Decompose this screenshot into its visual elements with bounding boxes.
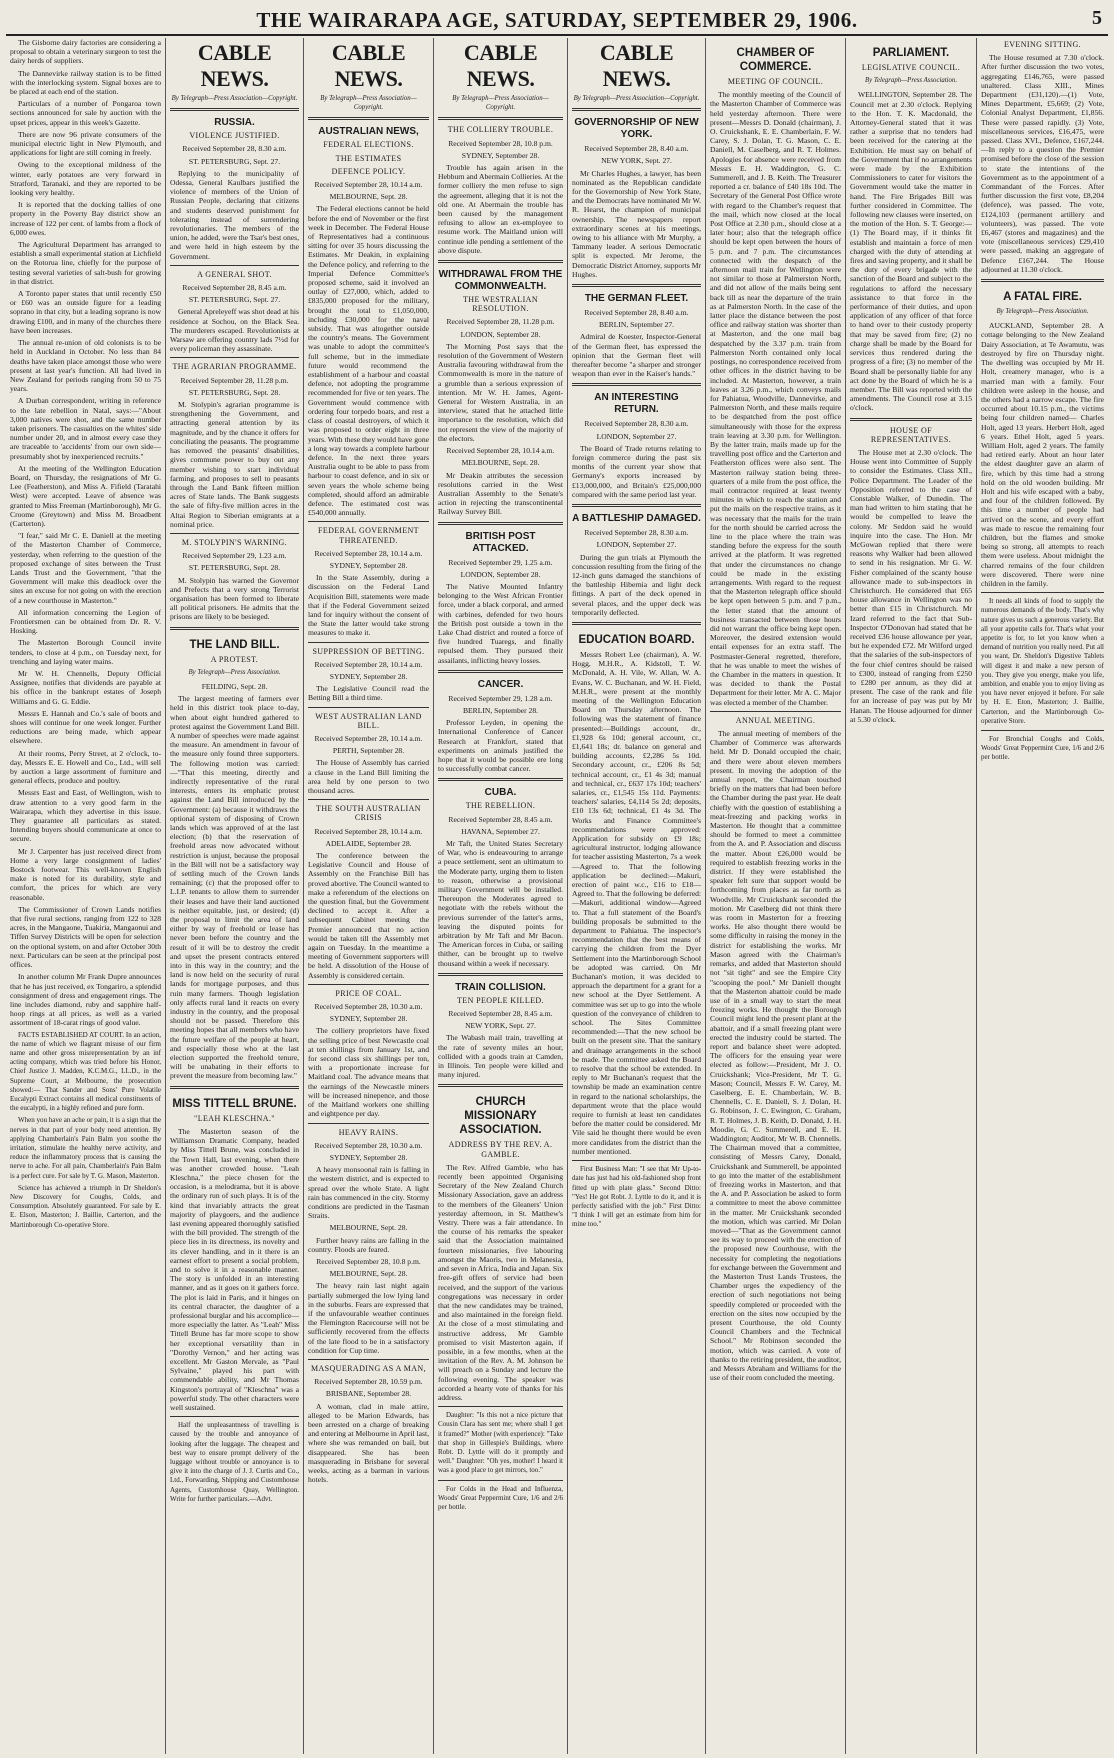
received-line: Received September 28, 10.8 p.m. bbox=[448, 138, 553, 148]
article-text: WELLINGTON, September 28. The Council met at 2.30 o'clock. Replying to the Hon. T. K. Macdonald, the Attorney-General stated that it was rather a surprise that no tenders had been received for the catering at the Exhibition. He must say on behalf of the Government that if no arrangements were made by the Exhibition Commissioners to cater for visitors the Government would take the matter in hand. The Fire Brigades Bill was further considered in Committee. The following new clauses were inserted, on the motion of the Hon. S. T. George:—(1) The Board may, if it thinks fit establish and maintain a force of men charged with the duty of attending at fires and saving property, and it shall be the duty of every brigade with the sanction of the Board and subject to the regulations to afford the necessary assistance to that force in the performance of their duties, and upon application of any officer of that force to hand over to their custody property that may be saved from fire; (2) no charge shall be made by the Board for services thus rendered during the progress of a fire; (3) no member of the Board shall be personally liable for any act done by the Board of which he is a member. The Bill was reported with the amendments. The Council rose at 3.15 o'clock. bbox=[850, 90, 972, 413]
divider bbox=[308, 707, 429, 708]
received-line: Received September 28, 10.8 p.m. bbox=[316, 1256, 421, 1266]
divider bbox=[572, 284, 701, 287]
article-text: The Native Mounted Infantry belonging to the West African Frontier force, under a black corporal, and armed with carbines, defended for two hours the British post outside a town in the Lake Chad district and routed a force of five hundred Tuaregs, and finally repulsed them. They pursued their assailants, inflicting heavy losses. bbox=[438, 581, 563, 665]
section-heading: CANCER. bbox=[477, 678, 524, 690]
paragraph: Messrs East and East, of Wellington, wish to draw attention to a very good farm in the Wairarapa, which they advertise in this issue. They guarantee all particulars as stated. Intending buyers should communicate at once to secure. bbox=[10, 788, 161, 844]
advertisement: For Bronchial Coughs and Colds, Woods' Great Peppermint Cure, 1/6 and 2/6 per bottle. bbox=[981, 735, 1104, 762]
dateline: SYDNEY, September 28. bbox=[329, 1152, 408, 1162]
divider bbox=[981, 730, 1104, 731]
article-text: The Masterton season of the Williamson Dramatic Company, headed by Miss Tittell Brune, was concluded in the Town Hall, last evening, when there was another crowded house. "Leah Kleschna," the piece chosen for the occasion, is a melodrama, but it is above the ordinary run of such plays. It is of the kind that invariably attracts the great majority of playgoers, and the audience last evening appeared thoroughly satisfied with the bill provided. The strength of the piece lies in its directness, its novelty and its clever handling, and in it there is an earnest effort to present a social problem, and to solve it in a reasonable manner. The story is unfolded in an interesting manner, and as it goes on it gathers force. The plot is laid in Paris, and it hinges on its central character, the daughter of a professional burglar and his accomplice—more especially the latter. As "Leah" Miss Tittell Brune has far more scope to show her exceptional versatility than in "Dorothy Vernon," and her acting was excellent. Mr Gaston Mervale, as "Paul Sylvaine," played his part with commendable ability, and Mr Thomas Kingston's portrayal of "Kleschna" was a powerful study. The other characters were well sustained. bbox=[170, 1126, 299, 1412]
masthead bbox=[6, 2, 1108, 36]
dateline: NEW YORK, Sept. 27. bbox=[465, 1021, 536, 1031]
sub-heading: ANNUAL MEETING. bbox=[735, 715, 816, 725]
article-text: Mr Taft, the United States Secretary of War, who is endeavouring to arrange a peace settlement, sent an ultimatum to the Moderate party, urging them to listen to reason, otherwise a provisional military Government will be installed. Thereupon the Moderates agreed to negotiate with the rebels without the previous surrender of the latter's arms, leaving the disputed points for arbitration by Mr Taft and Mr Bacon. The American forces in Cuba, or sailing thither, can be brought up to twelve thousand within a week if necessary. bbox=[438, 838, 563, 968]
dateline: BERLIN, September 28. bbox=[462, 705, 539, 715]
divider bbox=[308, 984, 429, 985]
article-text: During the gun trials at Plymouth the concussion resulting from the firing of the 12-inch guns damaged the stanchions of the battleship Hibernia and light deck fittings. A part of the deck opened in several places, and the upper deck was temporarily deflected. bbox=[572, 552, 701, 617]
dateline: MELBOURNE, Sept. 28. bbox=[329, 1223, 408, 1233]
paragraph: The Agricultural Department has arranged to establish a small experimental station at Lichfield on the Rotorua line, chiefly for the purpose of testing several varieties of salt-bush for growing in that district. bbox=[10, 240, 161, 286]
article-text: The conference between the Legislative Council and House of Assembly on the Franchise Bill has proved abortive. The Council wanted to make a referendum of the elections on the question final, but the Government declined to accept it. After a subsequent Cabinet meeting the Premier announced that no action would be taken till the Assembly met again on Tuesday. In the meantime a meeting of Government supporters will be held. A dissolution of the House of Assembly is considered certain. bbox=[308, 851, 429, 980]
divider bbox=[438, 1480, 563, 1481]
divider bbox=[308, 799, 429, 800]
paragraph: In another column Mr Frank Dupre announces that he has just received, ex Tongariro, a splendid consignment of dress and engagement rings. The line includes diamond, ruby and sapphire half-hoop rings at all prices, as well as a varied assortment of 18-carat rings of good value. bbox=[10, 972, 161, 1028]
paragraph: The Gisborne dairy factories are considering a proposal to obtain a veterinary surgeon to test the dairy herds of suppliers. bbox=[10, 38, 161, 66]
sub-heading: THE WESTRALIAN RESOLUTION. bbox=[463, 295, 538, 314]
article-text: The House resumed at 7.30 o'clock. After further discussion the two votes, aggregating £146,765, were passed unaltered. Class XIII., Mines Department (£31,120).—(1) Vote, Mines Department, £5,669; (2) Vote, Colonial Analyst Department, £1,856. These were passed rapidly. (3) Vote, miscellaneous services, £16,475, were passed. Class XVI., Defence, £167,244.—In reply to a question the Premier promised before the close of the session to state the intentions of the Government as to the appointment of a Commandant of the Forces. After further discussion the first vote, £8,204 (defence), was passed. The vote, £124,103 (permanent artillery and volunteers), was passed. The vote £6,467 (stores and magazines) and the vote (miscellaneous services) £29,410 were passed, making an aggregate of Defence £167,244. The House adjourned at 11.30 o'clock. bbox=[981, 53, 1104, 274]
sub-heading: SUPPRESSION OF BETTING. bbox=[312, 646, 425, 656]
article-text: M. Stolypin has warned the Governor and Prefects that a very strong Terrorist organisation has been formed to liberate all political prisoners. He admits that the prisons are likely to be besieged. bbox=[170, 575, 299, 622]
byline: By Telegraph—Press Association—Copyright. bbox=[452, 95, 549, 112]
sub-heading: THE REBELLION. bbox=[465, 801, 536, 811]
divider bbox=[438, 522, 563, 525]
article-text: Mr Charles Hughes, a lawyer, has been nominated as the Republican candidate for the Governorship of New York State, and the Democrats have nominated Mr W. R. Hearst, the champion of municipal ownership. The newspapers report extraordinary scenes at his meetings, owing to his alliance with Mr Murphy, a Tammany leader. A serious Democratic split is expected. Mr Jerome, the Democratic District Attorney, supports Mr Hughes. bbox=[572, 168, 701, 279]
divider bbox=[308, 642, 429, 643]
received-line: Received September 29, 1.25 a.m. bbox=[448, 557, 553, 567]
divider bbox=[170, 108, 299, 111]
dateline: ADELAIDE, September 28. bbox=[325, 838, 412, 848]
byline: By Telegraph—Press Association—Copyright. bbox=[573, 95, 700, 102]
article-text: The largest meeting of farmers ever held in this district took place to-day, when about eight hundred gathered to protest against the Government Land Bill. A number of speeches were made against the measure. An amendment in favour of the measure only found three supporters. The following motion was carried:—"That this meeting, directly and indirectly representative of the rural interests, enters its emphatic protest against the Land Bill introduced by the Government: (a) because it withdraws the optional system of disposing of Crown lands which was approved of at the last election; (b) that the reservation of freehold areas now advocated without restriction is unjust, because the proposal in the Bill will not be a satisfactory way of settling much of the Crown lands remaining; (c) that the proposed offer to L.I.P. tenants to allow them to surrender their leases and have their land auctioned is neither equitable, just, or desired; (d) the proposal to limit the area of land either by way of freehold or lease has never been before the country and the result of it will be to destroy the credit and upset the present contracts entered into in this way in the country; and the land is now held on the security of rural lands for mortgage purposes, and thus ruin many farmers. Though legislation only affects rural land it reacts on every industry in the country, and the proposal should not be passed. Therefore this meeting hopes that all members who have the future welfare of the people at heart, and especially those who at the last election supported the freehold tenure, will be unabating in their efforts to prevent the measure from becoming law." bbox=[170, 694, 299, 1081]
article-text: The Morning Post says that the resolution of the Government of Western Australia favouring withdrawal from the Commonwealth is more in the nature of a grumble than a serious expression of intention. Mr W. H. James, Agent-General for Western Australia, in an interview, stated that he attached little importance to the resolution, which did not represent the view of the majority of the electors. bbox=[438, 341, 563, 443]
divider bbox=[170, 357, 299, 358]
page-number: 5 bbox=[1092, 7, 1102, 29]
received-line: Received September 28, 8.45 a.m. bbox=[448, 1009, 553, 1019]
dateline: ST. PETERSBURG, Sept. 27. bbox=[188, 156, 281, 166]
paragraph: A Toronto paper states that until recently £50 or £60 was an outside figure for a leading soprano in that city, but a leading soprano is now drawing £100, and in many of the churches there have been increases. bbox=[10, 289, 161, 335]
paragraph: All information concerning the Legion of Frontiersmen can be obtained from Dr. R. V. Hosking. bbox=[10, 607, 161, 636]
byline: By Telegraph—Press Association. bbox=[864, 77, 958, 85]
divider bbox=[170, 627, 299, 630]
article-text: Mr Deakin attributes the secession resolutions carried in the West Australian Assembly to the Senate's action in rejecting the transcontinental Railway Survey Bill. bbox=[438, 470, 563, 517]
article-text: The House of Assembly has carried a clause in the Land Bill limiting the area held by one person to two thousand acres. bbox=[308, 758, 429, 795]
section-heading: CHAMBER OF COMMERCE. bbox=[736, 47, 815, 73]
sub-heading: M. STOLYPIN'S WARNING. bbox=[181, 537, 288, 547]
article-text: The Rev. Alfred Gamble, who has recently been appointed Organising Secretary of the New Zealand Church Missionary Association, gave an address to the members of the Gleaners' Union yesterday afternoon, in St. Matthew's Vestry. There was a fair attendance. In the course of his remarks the speaker said that the Association maintained fourteen missionaries, five labouring amongst the Maoris, two in Melanesia, and seven in Africa, India and Japan. Six free-gift offers of service had been received, and the support of the various congregations was necessary in order that the new candidates may be trained, and also maintained in the foreign field. At the close of a most stimulating and instructive address, Mr Gamble promised to visit Masterton again, if possible, in a few months, when at the invitation of the Rev. A. M. Johnson he will preach on a Sunday and lecture the following evening. The speaker was accorded a hearty vote of thanks for his address. bbox=[438, 1162, 563, 1402]
divider bbox=[572, 108, 701, 111]
column-parliament-wrapper bbox=[846, 38, 1108, 1754]
article-text: The heavy rain last night again partially submerged the low lying land in the suburbs. Fears are expressed that if the unfavourable weather continues the Flemington Racecourse will not be sufficiently recovered from the effects of the late flood to be in a satisfactory condition for Cup time. bbox=[308, 1281, 429, 1355]
paragraph: Science has achieved a triumph in Dr Sheldon's New Discovery for Coughs, Colds, and Consumption. Absolutely guaranteed. For sale by E. E. Elson, Masterton; J. Baillie, Carterton, and the Martinborough Co-operative Store. bbox=[10, 1183, 161, 1229]
received-line: Received September 28, 10.14 a.m. bbox=[314, 180, 423, 190]
received-line: Received September 28, 8.30 a.m. bbox=[584, 528, 689, 538]
received-line: Received September 28, 8.30 a.m. bbox=[182, 144, 287, 154]
divider bbox=[170, 1416, 299, 1417]
dateline: LONDON, September 28. bbox=[460, 569, 541, 579]
sub-heading: WEST AUSTRALIAN LAND BILL. bbox=[315, 711, 422, 730]
section-heading: BRITISH POST ATTACKED. bbox=[465, 530, 536, 554]
received-line: Received September 28, 8.30 a.m. bbox=[584, 419, 689, 429]
dateline: ST. PETERSBURG, Sept. 27. bbox=[188, 295, 281, 305]
divider bbox=[572, 622, 701, 625]
paragraph: There are now 96 private consumers of the municipal electric light in New Plymouth, and applications for light are still coming in freely. bbox=[10, 129, 161, 158]
sub-heading: MASQUERADING AS A MAN, bbox=[310, 1363, 427, 1373]
dateline: NEW YORK, Sept. 27. bbox=[601, 156, 672, 166]
sub-heading: A GENERAL SHOT. bbox=[197, 269, 272, 279]
sub-heading: ADDRESS BY THE REV. A. GAMBLE. bbox=[448, 1140, 553, 1159]
dateline: MELBOURNE, Sept. 28. bbox=[461, 458, 540, 468]
advertisement: First Business Man: "I see that Mr Up-to-date has just had his old-fashioned shop front fitted up with plate glass." Second Ditto: "Yes! He got Robt. J. Lyttle to do it, and it is perfectly satisfied with the job." First Ditto: "I think I will get an estimate from him for mine too." bbox=[572, 1165, 701, 1229]
paragraph: Owing to the exceptional mildness of the winter, early potatoes are very forward in Stratford, Taranaki, and they are reported to be looking very healthy. bbox=[10, 160, 161, 198]
byline: By Telegraph—Press Association. bbox=[996, 308, 1089, 316]
sub-heading: THE ESTIMATES bbox=[335, 153, 402, 163]
cable-news-heading: CABLE NEWS. bbox=[599, 40, 674, 91]
section-heading: THE LAND BILL. bbox=[189, 638, 280, 651]
sub-heading: EVENING SITTING. bbox=[1003, 40, 1082, 49]
paragraph: Messrs E. Hannah and Co.'s sale of boots and shoes will continue for one week longer. Further reductions are being made, which appear elsewhere. bbox=[10, 708, 161, 746]
columns bbox=[6, 38, 1108, 1754]
divider bbox=[572, 383, 701, 386]
article-text: Professor Leyden, in opening the International Conference of Cancer Research at Frankfort, stated that experiments on animals justified the hope that it would be possible ere long to successfully combat cancer. bbox=[438, 718, 563, 774]
received-line: Received September 28, 8.40 a.m. bbox=[584, 144, 689, 154]
advertisement: It needs all kinds of food to supply the numerous demands of the body. That's why nature gives us such a generous variety. But all your appetite calls for. That's what your appetite is for, to let you know when a demand of nutrition you really need. Put all you want, Dr. Sheldon's Digestive Tablets will digest it and make a new person of you. They give you energy, make you life, ambition, and enable you to enjoy living as you have never enjoyed it before. For sale by H. E. Eton, Masterton; J. Baillie, Carterton, and the Martinborough Co-operative Store. bbox=[981, 597, 1104, 725]
divider bbox=[308, 1359, 429, 1360]
paragraph: "I fear," said Mr C. E. Daniell at the meeting of the Masterton Chamber of Commerce, yesterday, when referring to the question of the proposed exchange of sites between the Trust Lands Trust and the Government, "that the Government will make this deadlock over the sites an excuse for not going on with the erection of a new courthouse in Masterton." bbox=[10, 531, 161, 605]
divider bbox=[308, 521, 429, 522]
article-text: The monthly meeting of the Council of the Masterton Chamber of Commerce was held yesterday afternoon. There were present—Messrs D. Donald (chairman), J. O. Cruickshank, E. E. Chamberlain, F. W. Carey, S. J. Dolan, T. G. Mason, C. E. Daniell, M. Caselberg, and R. T. Holmes. Apologies for absence were received from Messrs E. H. Waddington, G. C. Summerell, and J. B. Keith. The Treasurer reported a cr. balance of £40 18s 10d. The Secretary of the General Post Office wrote with regard to the Chamber's request that the mail, which now closed at the local Post Office at 2.30 p.m., should close at a later hour; also that the telegraph office should be kept open between the hours of 5 p.m. and 7 p.m. The circumstances connected with the despatch of the afternoon mail train for Wellington were not similar to those at Palmerston North, and did not allow of the mails being sent back till as near the departure of the train as at Palmerston North. In the case of the latter place the distance between the post office and railway station was shorter than at Masterton, and the one mail bag despatched by the 3.37 p.m. train from Palmerston North contained only local postings, no correspondence received from other offices in the district having to be included. At Masterton, however, a train leaves at 3.26 p.m., which conveys mails for Pahiatua, Woodville, Dannevirke, and Palmerston North, and these mails require to be despatched from the post office simultaneously with those for the express train leaving at 3.30 p.m. for Wellington. By the latter train, mails made up for the travelling post office and the Carterton and Featherston offices were also sent. The Masterton railway station being three-quarters of a mile from the post office, the mail contractor required at least twenty minutes in which to reach the station and put the mails on the respective trains, as it was necessary that the mails for the train for the north should be carried across the line to the place where the train was standing before the express for the south arrived at the platform. It was regretted that under the circumstances no change could be made in the existing arrangements. With regard to the request that the Masterton telegraph office should be kept open between 5 p.m. and 7 p.m., the letter stated that the amount of business transacted between those hours did not warrant the office being kept open. Moreover, the desired extension would entail expenses for an extra staff. The Postmaster-General regretted, therefore, that he was unable to meet the wishes of the Chamber in the matters in question. It was decided to thank the Postal Department for their letter. Mr A. C. Major was elected a member of the Chamber. bbox=[710, 90, 841, 707]
section-heading: WITHDRAWAL FROM THE COMMONWEALTH. bbox=[438, 269, 563, 293]
dateline: SYDNEY, September 28. bbox=[329, 1014, 408, 1024]
paragraph: A Durban correspondent, writing in reference to the late rebellion in Natal, says:—"About 3,000 natives were shot, and the same number taken prisoners. The casualties on the whites' side number under 20, and in almost every case they are traceable to 'accidents' from our own side—presumably shot by inexperienced recruits." bbox=[10, 396, 161, 461]
divider bbox=[170, 265, 299, 266]
section-heading: PARLIAMENT. bbox=[872, 47, 950, 59]
article-text: General Apreleyeff was shot dead at his residence at Sochou, on the Black Sea. The murderers escaped. Revolutionists at Warsaw are offering country lads 7½d for every policeman they assassinate. bbox=[170, 307, 299, 354]
section-heading: AN INTERESTING RETURN. bbox=[594, 392, 679, 416]
article-text: The Wabash mail train, travelling at the rate of seventy miles an hour, collided with a goods train at Camden, in Illinois. Ten people were killed and many injured. bbox=[438, 1033, 563, 1080]
article-text: Messrs Robert Lee (chairman), A. W. Hogg, M.H.R., A. Kidstoll, T. W. McDonald, A. H. Vile, W. Allan, W. A. Evans, W. C. Buchanan, and W. H. Field, M.H.R., were present at the monthly meeting of the Wellington Education Board on Thursday afternoon. The following was the statement of finance presented:—Buildings account, dr., £1,928 6s 10d; general account, cr., £1,641 18s; dr. balance on general and building accounts, £2,286 5s 10d. Secondary account, cr., £206 8s 5d; technical account, cr., £1 4s 3d; manual and technical, cr., £637 17s 10d; teachers' salaries, cr., £1,545 15s 11d. Payments: teachers' salaries, £4,114 5s 2d; deposits, £10 13s 6d; technical, £1 4s 3d. The Works and Finance Committee's recommendations were approved: Application for subsidy on £9 18s; agricultural instructor, lodging allowance for teacher assisting Masterton, 7s a week—Agreed to. That the following application be declined:—Makuri, erection of paint w.c., £16 to £18—Agreed to. That the following be deferred:—Makuri, additional window—Agreed to. That a full statement of the Board's building proposals be submitted to the department to Pahiatua. The inspector's recommendation that the best means of carrying the children from the Dyer Settlement into the Martinborough School be adopted was carried. On Mr Buchanan's motion, it was decided to approach the department for a grant for a new school at the Dyer Settlement. A committee was set up to go into the whole question of the conveyance of children to school. The Sites Committee recommended:—That the new school be built on the present site. That the sanitary and drainage arrangements in the school be made. The committee asked the Board to resolve that the school be extended. In reply to Mr Buchanan's request that the township be made an examination centre in regard to the national scholarships, the department wrote that the place would require to furnish at least ten candidates before the matter could be considered. Mr Vile said he thought there would be even more candidates from the district than the number mentioned. bbox=[572, 649, 701, 1156]
article-text: A heavy monsoonal rain is falling in the western district, and is expected to spread over the whole State. A light rain has commenced in the city. Stormy conditions are predicted in the Tasman Straits. bbox=[308, 1165, 429, 1221]
dateline: ST. PETERSBURG, Sept. 28. bbox=[188, 387, 281, 397]
sub-heading: A PROTEST. bbox=[210, 654, 259, 664]
received-line: Received September 28, 10.14 a.m. bbox=[314, 826, 423, 836]
article-text: Further heavy rains are falling in the country. Floods are feared. bbox=[308, 1235, 429, 1254]
divider bbox=[850, 418, 972, 421]
advertisement: Half the unpleasantness of travelling is caused by the trouble and annoyance of looking after the luggage. The cheapest and best way to ensure prompt delivery of the luggage without trouble or annoyance is to give it into the charge of J. J. Curtis and Co., Ltd., Forwarding, Shipping and Customhouse Agents, Customhouse Quay, Wellington. Write for further particulars.—Advt. bbox=[170, 1421, 299, 1503]
sub-heading: FEDERAL ELECTIONS. bbox=[323, 140, 414, 150]
dateline: SYDNEY, September 28. bbox=[329, 671, 408, 681]
divider bbox=[710, 711, 841, 712]
received-line: Received September 28, 10.30 a.m. bbox=[314, 1140, 423, 1150]
sub-heading: THE AGRARIAN PROGRAMME. bbox=[172, 362, 297, 372]
received-line: Received September 29, 1.28 a.m. bbox=[448, 693, 553, 703]
divider bbox=[572, 1160, 701, 1161]
divider bbox=[308, 117, 429, 120]
divider bbox=[438, 1084, 563, 1087]
divider bbox=[438, 260, 563, 263]
dateline: SYDNEY, September 28. bbox=[329, 560, 408, 570]
paragraph: The Commissioner of Crown Lands notifies that five rural sections, ranging from 122 to 328 acres, in the Mangaone, Tuakiria, Mangaonui and Tiffen Survey Districts will be open for selection on the optional system, on and after October 30th next. Particulars can be seen at the principal post offices. bbox=[10, 904, 161, 970]
divider bbox=[981, 592, 1104, 593]
section-heading: CUBA. bbox=[484, 787, 517, 799]
sub-heading: THE COLLIERY TROUBLE. bbox=[447, 125, 554, 135]
dateline: FEILDING, Sept. 28. bbox=[201, 681, 268, 691]
received-line: Received September 28, 10.14 a.m. bbox=[314, 548, 423, 558]
column-local-notes bbox=[6, 38, 166, 1754]
paragraph: Mr W. H. Chennells, Deputy Official Assignee, notifies that dividends are payable at his office in the bankrupt estates of Joseph Williams and G. G. Eddie. bbox=[10, 669, 161, 706]
received-line: Received September 28, 11.28 p.m. bbox=[180, 375, 289, 385]
paragraph: It is reported that the docking tallies of one property in the Poverty Bay district show an increase of 122 per cent. of lambs from a flock of 6,000 ewes. bbox=[10, 200, 161, 237]
byline: By Telegraph—Press Association—Copyright. bbox=[320, 95, 417, 112]
article-text: Admiral de Koester, Inspector-General of the German fleet, has expressed the opinion that the German fleet will thereafter become "a sharper and stronger weapon than ever in the Kaiser's hands." bbox=[572, 332, 701, 379]
column-cable-world bbox=[568, 38, 706, 1754]
article-text: M. Stolypin's agrarian programme is strengthening the Government, and attracting general attention by its magnitude, and by the chance it offers for conciliating the peasants. The programme has removed the peasants' disabilities, gives commune power to buy out any member wishing to start individual farming, and proposes to sell to peasants through the Land Bank fifteen million acres of State lands. The Bank suggests the sale of fifty-five million acres in the Altai Region to Siberian emigrants at a nominal price. bbox=[170, 400, 299, 529]
dateline: MELBOURNE, Sept. 28. bbox=[329, 1269, 408, 1279]
article-text: Replying to the municipality of Odessa, General Kaulbars justified the violence of members of the Union of Russian People, declaring that citizens and students deserved punishment for tolerating instead of surrendering revolutionaries. The members of the union, he added, were the Tsar's best ones, and were held in high esteem by the Government. bbox=[170, 168, 299, 261]
dateline: LONDON, September 27. bbox=[596, 431, 677, 441]
column-parliament bbox=[977, 38, 1108, 1754]
section-heading: TRAIN COLLISION. bbox=[455, 981, 546, 993]
article-text: The Board of Trade returns relating to foreign commerce during the past six months of the current year show that Germany's exports increased by £13,000,000, and Britain's £25,000,000 compared with the same period last year. bbox=[572, 443, 701, 499]
dateline: MELBOURNE, Sept. 28. bbox=[329, 192, 408, 202]
article-text: A woman, clad in male attire, alleged to be Marion Edwards, has been arrested on a charge of breaking and entering at Melbourne in April last, where she was remanded on bail, but disappeared. She has been masquerading in Brisbane for several weeks, acting as a barman in various hotels. bbox=[308, 1401, 429, 1485]
dateline: ST. PETERSBURG, Sept. 28. bbox=[188, 563, 281, 573]
sub-heading: THE SOUTH AUSTRALIAN CRISIS bbox=[316, 804, 421, 823]
sub-heading: MEETING OF COUNCIL. bbox=[727, 77, 824, 86]
received-line: Received September 28, 8.45 a.m. bbox=[182, 283, 287, 293]
received-line: Received September 28, 10.14 a.m. bbox=[446, 446, 555, 456]
divider bbox=[438, 1406, 563, 1407]
column-chamber-continued bbox=[846, 38, 977, 1754]
section-heading: EDUCATION BOARD. bbox=[578, 633, 695, 646]
divider bbox=[438, 117, 563, 120]
article-text: AUCKLAND, September 28. A cottage belonging to the New Zealand Dairy Association, at Te Awamutu, was destroyed by fire on Thursday night. The dwelling was occupied by Mr H. Holt, creamery manager, who is a married man with a family. Four children were asleep in the house, and the others had a narrow escape. The fire occurred about 10.15 p.m., the victims being four children named— Charles Holt, aged 13 years. Herbert Holt, aged 6 years. Ethel Holt, aged 5 years. William Holt, aged 2 years. The family had retired early. About an hour later the eldest daughter gave an alarm of fire, which by this time had a strong hold on the old wooden building. Mr Holt and his wife escaped with a baby, and four of the children followed. By this time a number of people had arrived on the scene, and every effort was made to rescue the remaining four children, but the flames and smoke being so strong, all attempts to reach them were useless. About midnight the charred remains of the four children were discovered. There were nine children in the family. bbox=[981, 321, 1104, 588]
received-line: Received September 28, 10.30 a.m. bbox=[314, 1002, 423, 1012]
paragraph: Particulars of a number of Pongaroa town sections announced for sale by auction with the upset prices, appear in this week's Gazette. bbox=[10, 99, 161, 127]
received-line: Received September 28, 8.40 a.m. bbox=[584, 308, 689, 318]
divider bbox=[981, 279, 1104, 282]
dateline: LONDON, September 27. bbox=[596, 540, 677, 550]
received-line: Received September 29, 1.23 a.m. bbox=[182, 551, 287, 561]
paragraph: When you have an ache or pain, it is a sign that the nerves in that part of your body need attention. By applying Chamberlain's Pain Balm you soothe the irritation, stimulate the healthy nerve activity, and reduce the inflammatory process that is causing the nerve to ache. For all pain, Chamberlain's Pain Balm is a perfect cure. For sale by T. G. Mason, Masterton. bbox=[10, 1116, 161, 1180]
sub-heading: DEFENCE POLICY. bbox=[331, 166, 406, 176]
received-line: Received September 28, 11.28 p.m. bbox=[446, 317, 555, 327]
paragraph: The Dannevirke railway station is to be fitted with the interlocking system. Signal boxes are to be placed at each end of the station. bbox=[10, 68, 161, 97]
advertisement: For Colds in the Head and Influenza, Woods' Great Peppermint Cure, 1/6 and 2/6 per bottle. bbox=[438, 1484, 563, 1511]
divider bbox=[170, 1086, 299, 1089]
section-heading: GOVERNORSHIP OF NEW YORK. bbox=[574, 117, 699, 141]
advertisement: Daughter: "Is this not a nice picture that Cousin Clara has sent me; where shall I get it framed?" Mother (with experience): "Take that shop in Gillespie's Buildings, where Robt. D. Lyttle will do it promptly and well." Daughter: "Oh yes, mother! I heard it was a good place to get mirrors, too." bbox=[438, 1411, 563, 1475]
divider bbox=[438, 973, 563, 976]
paragraph: Mr J. Carpenter has just received direct from Home a very large consignment of ladies' Bostock footwear. This well-known English make is noted for its durability, style and comfort, the prices for which are very reasonable. bbox=[10, 846, 161, 902]
divider bbox=[438, 670, 563, 673]
byline: By Telegraph—Press Association—Copyright. bbox=[171, 95, 298, 102]
divider bbox=[438, 778, 563, 781]
dateline: PERTH, September 28. bbox=[332, 746, 405, 756]
divider bbox=[572, 504, 701, 507]
section-heading: THE GERMAN FLEET. bbox=[584, 293, 689, 305]
sub-heading: PRICE OF COAL. bbox=[335, 988, 402, 998]
divider bbox=[308, 1123, 429, 1124]
dateline: SYDNEY, September 28. bbox=[461, 150, 540, 160]
section-heading: A BATTLESHIP DAMAGED. bbox=[572, 513, 701, 525]
cable-news-heading: CABLE NEWS. bbox=[331, 40, 406, 91]
sub-heading: FEDERAL GOVERNMENT THREATENED. bbox=[318, 526, 419, 545]
section-heading: MISS TITTELL BRUNE. bbox=[172, 1097, 297, 1110]
section-heading: CHURCH MISSIONARY ASSOCIATION. bbox=[459, 1096, 542, 1137]
dateline: BERLIN, September 27. bbox=[598, 320, 675, 330]
sub-heading: "LEAH KLESCHNA." bbox=[194, 1113, 275, 1123]
received-line: Received September 28, 10.59 p.m. bbox=[314, 1377, 423, 1387]
paragraph: At the meeting of the Wellington Education Board, on Thursday, the resignations of Mr G. Lee (Featherston), and Miss A. Fifield (Taratahi West) were accepted. Leave of absence was granted to Miss Freeman (Martinborough), Mr G. Croome (Greytown) and Miss M. Broadbent (Carterton). bbox=[10, 463, 162, 528]
sub-heading: VIOLENCE JUSTIFIED. bbox=[189, 131, 280, 141]
column-cable-russia bbox=[166, 38, 304, 1754]
masthead-title: THE WAIRARAPA AGE, SATURDAY, SEPTEMBER 29, 1906. bbox=[256, 8, 858, 32]
sub-heading: HEAVY RAINS. bbox=[338, 1127, 399, 1137]
paragraph: The annual re-union of old colonists is to be held in Auckland in October. No less than 84 deaths have taken place amongst those who were present at last year's function. All had lived in New Zealand for periods ranging from 50 to 75 years. bbox=[10, 338, 161, 394]
cable-news-heading: CABLE NEWS. bbox=[197, 40, 272, 91]
received-line: Received September 28, 8.45 a.m. bbox=[448, 814, 553, 824]
article-text: The annual meeting of members of the Chamber of Commerce was afterwards held. Mr D. Donald occupied the chair, and there were about eleven members present. In moving the adoption of the annual report, the Chairman touched briefly on the matters that had been before the Chamber during the past year. He dealt chiefly with the question of establishing a meat-freezing and packing works in Masterton. He thought that a committee should be formed to meet a committee from the A. and P. Association and discuss the matter. About £26,000 would be required to establish freezing works in the district. If they were established the speaker felt sure that support would be forthcoming from places as far north as Woodville. Mr Cruickshank seconded the motion. Mr Caselberg did not think there was room in Masterton for a freezing works. He also thought there would be some difficulty in raising the money in the district for establishing the works. Mr Mason agreed with the Chairman's remarks, and added that Masterton should not "sit tight" and see the Empire City "scooping the pool." Mr Daniell thought that the Masterton abattoir could be made use of in a small way to start the meat freezing works. He thought the Borough Council might lend the present plant at the abattoir, and if a small freezing plant were erected the industry could be started. The report and balance sheet were adopted. The officers for the ensuing year were elected as follow:—President, Mr J. O. Cruickshank; Vice-President, Mr T. G. Mason; Council, Messrs F. W. Carey, M. Caselberg, E. E. Chamberlain, W. B. Chennells, C. E. Daniell, S. J. Dolan, H. G. Robinson, J. C. Ewington, C. Graham, R. T. Holmes, J. B. Keith, D. Donald, J. H. Moodie, G. C. Summerell, and E. H. Waddington; Auditor, Mr W. B. Chennells. The Chairman moved that a committee, consisting of Messrs Carey, Donald, Cruickshank and Summerell, be appointed to go into the matter of the establishment of freezing works in Masterton, and that the A. and P. Association be asked to form a committee to meet the above committee in the matter. Mr Cruickshank seconded the motion, which was carried. Mr Dolan moved—"That as the Government cannot see its way to proceed with the erection of the proposed new Courthouse, with the necessity for completing the negotiations for exchange between the Government and the Masterton Trust Lands Trustees, the Chamber urges the expediency of the erection of such negotiations not being speedily completed or proceeded with the erection on the sites now occupied by the present Courthouse, the old County Council Chambers and the Technical School." Mr Robinson seconded the motion, which was carried. A vote of thanks to the retiring president, the auditor, and Messrs Abraham and Williams for the use of their room concluded the meeting. bbox=[710, 729, 841, 1383]
paragraph: FACTS ESTABLISHED AT COURT. In an action, the name of which we flagrant misuse of our firm name and other gross misrepresentation by an inf acting company, which was tried before his Honor, Chief Justice J. Madden, K.C.M.G., LL.D., in the Supreme Court, at Melbourne, the prosecution showed:— That Sander and Sons' Pure Volatile Eucalypti Extract contains all medical constituents of the eucalypti, in a highly refined and pure form. bbox=[10, 1030, 161, 1113]
article-text: The Federal elections cannot be held before the end of November or the first week in December. The Federal House of Representatives had a continuous sitting for over 35 hours discussing the Estimates. Mr Deakin, in explaining the Defence policy, and referring to the Imperial Defence Committee's proposed scheme, said it involved an outlay of £27,000, which, added to £835,000 proposed for the military, brought the total to £1,050,000, including £30,000 for the naval subsidy. That was altogether outside the country's means. The Government was unable to adopt the committee's full scheme, but in the immediate future would recommend the establishment of a harbour and coastal defence, not adopting the programme recommended for five or ten years. The Government would commence with ordering four torpedo boats, and rest a class of coastal destroyers, of which it was proposed to order eight in three years. With these they would have gone a long way towards a complete harbour defence. In the next three years Australia ought to be able to pass from harbour to coast defence, and in six or seven years the whole scheme being completed, should afford an admirable defence. The estimated cost was £540,000 annually. bbox=[308, 204, 429, 518]
dateline: HAVANA, September 27. bbox=[461, 826, 540, 836]
column-chamber-of-commerce bbox=[706, 38, 846, 1754]
sub-heading: LEGISLATIVE COUNCIL. bbox=[861, 63, 961, 72]
article-text: The Legislative Council read the Betting Bill a third time. bbox=[308, 684, 429, 703]
cable-news-heading: CABLE NEWS. bbox=[463, 40, 538, 91]
sub-heading: TEN PEOPLE KILLED. bbox=[457, 995, 544, 1005]
dateline: LONDON, September 28. bbox=[460, 329, 541, 339]
article-text: The colliery proprietors have fixed the selling price of best Newcastle coal at ten shillings from January 1st, and for second class six shillings per ton, with a proportionate increase for Maitland coal. The advance means that the earnings of the Newcastle miners will be increased ninepence, and those of the Maitland workers one shilling and eightpence per day. bbox=[308, 1026, 429, 1119]
column-cable-australia bbox=[304, 38, 434, 1754]
article-text: In the State Assembly, during a discussion on the Federal Land Acquisition Bill, statements were made that if the Federal Government seized land for inquiry without the consent of the State the latter would take strong measures to make it. bbox=[308, 573, 429, 638]
divider bbox=[170, 533, 299, 534]
byline: By Telegraph—Press Association. bbox=[188, 668, 281, 676]
paragraph: The Masterton Borough Council invite tenders, to close at 4 p.m., on Tuesday next, for trenching and laying water mains. bbox=[10, 638, 161, 666]
column-cable-general bbox=[434, 38, 568, 1754]
section-heading: RUSSIA. bbox=[214, 117, 255, 129]
received-line: Received September 28, 10.14 a.m. bbox=[314, 659, 423, 669]
paragraph: At their rooms, Perry Street, at 2 o'clock, to-day, Messrs E. E. Howell and Co., Ltd., will sell by auction a large assortment of furniture and general effects, produce and poultry. bbox=[10, 748, 161, 786]
article-text: The House met at 2.30 o'clock. The House went into Committee of Supply to consider the Estimates. Class XII., Police Department. The Leader of the Opposition referred to the case of Constable Walker, of Dunedin. The man had written to him stating that he would be compelled to leave the colony. Mr Seddon said he would inquire into the case. The Hon. Mr McGowan replied that there were reasons why Walker had been allowed to send in his resignation. Mr G. W. Fisher complained of the scanty house allowance made to sub-inspectors in Christchurch. He considered that £65 house allowance in Wellington was no better than £15 in Christchurch. Mr Izard referred to the fact that Sub-Inspector O'Donovan had stated that he received £36 house allowance per year, but he expended £72. Mr Wilford urged that the salaries of the sub-inspectors of the four chief centres should be raised to £300, instead of ranging from £250 to £280 per annum, as they did at present. The case of the rank and file for an increase of pay was put by Mr Hanan. The House adjourned for dinner at 5.30 o'clock. bbox=[850, 447, 972, 724]
dateline: BRISBANE, September 28. bbox=[325, 1389, 412, 1399]
sub-heading: HOUSE OF REPRESENTATIVES. bbox=[870, 425, 952, 444]
section-heading: A FATAL FIRE. bbox=[1003, 291, 1082, 304]
section-heading: AUSTRALIAN NEWS, bbox=[318, 126, 419, 138]
article-text: Trouble has again arisen in the Hebburn and Abermain Collieries. At the former colliery the men refuse to sign the agreement, alleging that it is not the old one. At Abermain the trouble has been caused by the management refusing to allow an ex-employee to resume work. The Maitland union will continue idle pending a settlement of the above dispute. bbox=[438, 163, 563, 255]
received-line: Received September 28, 10.14 a.m. bbox=[314, 733, 423, 743]
